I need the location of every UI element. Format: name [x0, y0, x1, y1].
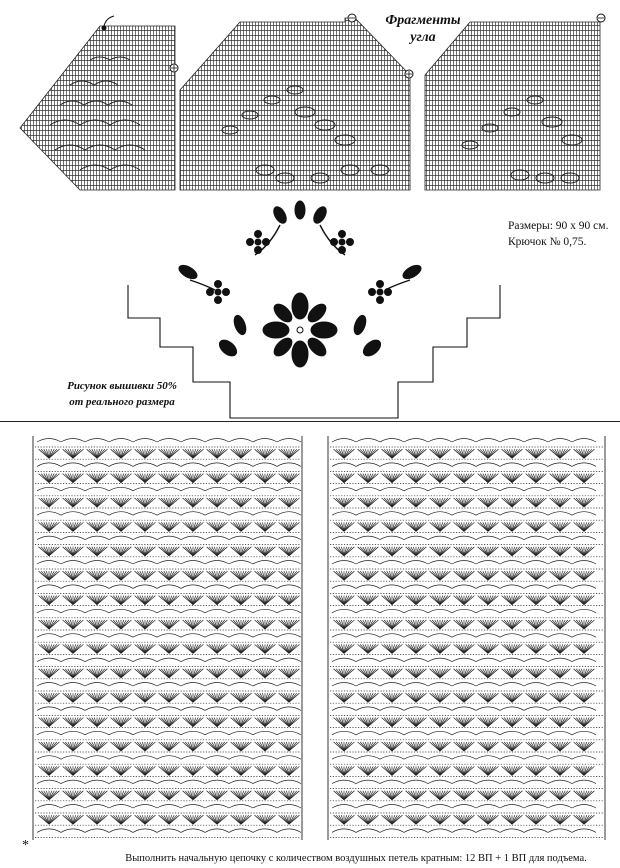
footer-note: Выполнить начальную цепочку с количеством воздушных петель кратным: 12 ВП + 1 ВП для подъема.	[125, 853, 587, 864]
embroidery-caption-line1: Рисунок вышивки 50%	[67, 380, 177, 392]
hook-spec: Крючок № 0,75.	[508, 236, 587, 248]
start-marker: *	[22, 838, 29, 853]
size-spec: Размеры: 90 х 90 см.	[508, 220, 609, 232]
embroidery-caption-line2: от реального размера	[69, 396, 175, 408]
chart-title-line1: Фрагменты	[385, 13, 461, 28]
chart-title-line2: угла	[410, 30, 436, 45]
